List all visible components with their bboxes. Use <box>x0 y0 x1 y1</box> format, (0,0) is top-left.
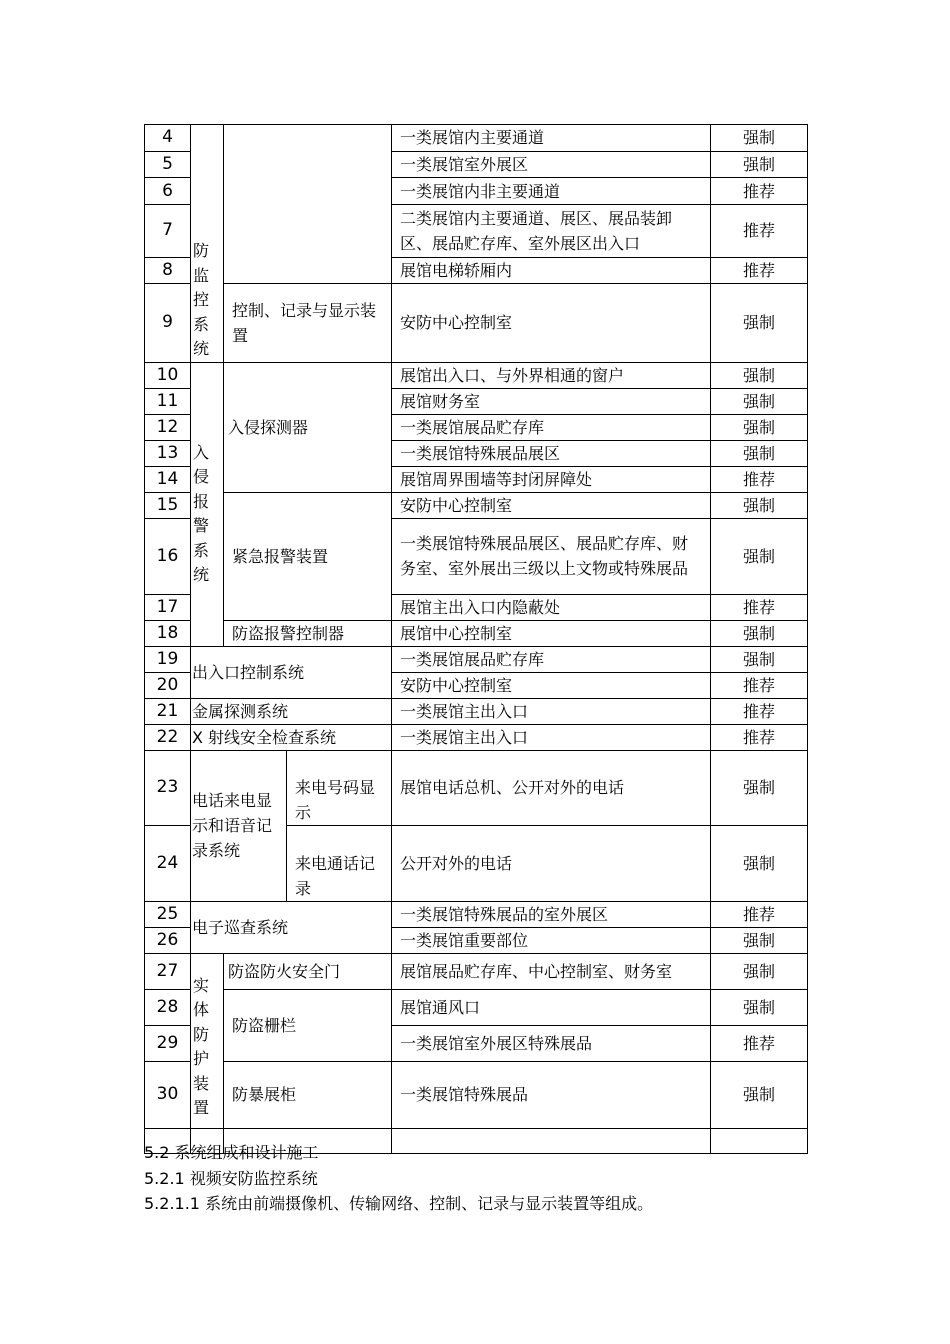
location-cell: 一类展馆内非主要通道 <box>392 178 711 205</box>
level-cell: 强制 <box>711 750 808 825</box>
row-number: 8 <box>145 257 191 284</box>
level-cell: 强制 <box>711 953 808 989</box>
location-cell: 展馆财务室 <box>392 388 711 414</box>
location-cell: 一类展馆室外展区 <box>392 151 711 178</box>
row-number: 30 <box>145 1061 191 1128</box>
location-cell: 一类展馆特殊展品展区、展品贮存库、财务室、室外展出三级以上文物或特殊展品 <box>392 518 711 594</box>
location-cell: 展馆主出入口内隐蔽处 <box>392 594 711 620</box>
row-number: 15 <box>145 492 191 518</box>
level-cell: 强制 <box>711 414 808 440</box>
location-cell: 一类展馆重要部位 <box>392 927 711 953</box>
table-row <box>145 646 808 672</box>
section-paragraph-5-2-1-1: 5.2.1.1 系统由前端摄像机、传输网络、控制、记录与显示装置等组成。 <box>144 1194 654 1213</box>
group-char: 报 <box>193 491 210 511</box>
level-cell: 强制 <box>711 989 808 1025</box>
level-cell: 强制 <box>711 362 808 388</box>
row-number: 21 <box>145 698 191 724</box>
location-cell: 一类展馆展品贮存库 <box>392 646 711 672</box>
table-row <box>145 750 808 825</box>
location-cell: 一类展馆主出入口 <box>392 698 711 724</box>
empty-cell <box>392 1128 711 1153</box>
section-heading-5-2: 5.2 系统组成和设计施工 <box>144 1143 319 1162</box>
level-cell: 推荐 <box>711 901 808 927</box>
level-cell: 推荐 <box>711 205 808 257</box>
location-cell: 展馆中心控制室 <box>392 620 711 646</box>
row-number: 9 <box>145 284 191 362</box>
xray-inspection-system: X 射线安全检查系统 <box>191 724 392 750</box>
row-number: 7 <box>145 205 191 257</box>
group-char: 置 <box>193 1098 210 1117</box>
location-cell: 展馆电梯轿厢内 <box>392 257 711 284</box>
location-cell: 公开对外的电话 <box>392 825 711 901</box>
row-number: 18 <box>145 620 191 646</box>
group-char: 实 <box>193 975 210 995</box>
intrusion-detector: 入侵探测器 <box>224 362 392 492</box>
group-char: 统 <box>193 565 210 584</box>
riot-proof-display-cabinet: 防暴展柜 <box>224 1061 392 1128</box>
location-cell: 二类展馆内主要通道、展区、展品装卸区、展品贮存库、室外展区出入口 <box>392 205 711 257</box>
access-control-system: 出入口控制系统 <box>191 646 392 698</box>
row-number: 10 <box>145 362 191 388</box>
group-char: 系 <box>193 314 210 334</box>
row-number: 11 <box>145 388 191 414</box>
table-row <box>145 362 808 388</box>
location-cell: 展馆周界围墙等封闭屏障处 <box>392 466 711 492</box>
row-number: 4 <box>145 125 191 152</box>
level-cell: 强制 <box>711 646 808 672</box>
row-number: 13 <box>145 440 191 466</box>
row-number: 25 <box>145 901 191 927</box>
table-row <box>145 901 808 927</box>
row-number: 20 <box>145 672 191 698</box>
group-char: 系 <box>193 540 210 560</box>
group-char: 入 <box>193 442 210 462</box>
row-number: 16 <box>145 518 191 594</box>
level-cell: 强制 <box>711 927 808 953</box>
level-cell: 推荐 <box>711 672 808 698</box>
row-number: 19 <box>145 646 191 672</box>
level-cell: 强制 <box>711 151 808 178</box>
level-cell: 强制 <box>711 388 808 414</box>
group-char: 警 <box>193 516 210 535</box>
row-number: 17 <box>145 594 191 620</box>
row-number: 5 <box>145 151 191 178</box>
table-row <box>145 492 808 518</box>
location-cell: 一类展馆室外展区特殊展品 <box>392 1025 711 1061</box>
row-number: 27 <box>145 953 191 989</box>
location-cell: 展馆通风口 <box>392 989 711 1025</box>
table-row <box>145 620 808 646</box>
location-cell: 展馆出入口、与外界相通的窗户 <box>392 362 711 388</box>
security-requirements-table <box>144 124 808 1154</box>
section-heading-5-2-1: 5.2.1 视频安防监控系统 <box>144 1169 318 1188</box>
row-number: 22 <box>145 724 191 750</box>
row-number: 24 <box>145 825 191 901</box>
row-number: 23 <box>145 750 191 825</box>
location-cell: 一类展馆特殊展品的室外展区 <box>392 901 711 927</box>
level-cell: 强制 <box>711 284 808 362</box>
level-cell: 强制 <box>711 1061 808 1128</box>
location-cell: 安防中心控制室 <box>392 284 711 362</box>
level-cell: 强制 <box>711 620 808 646</box>
group-char: 控 <box>193 290 210 309</box>
level-cell: 推荐 <box>711 698 808 724</box>
level-cell: 推荐 <box>711 257 808 284</box>
location-cell: 展馆电话总机、公开对外的电话 <box>392 750 711 825</box>
caller-id-display: 来电号码显示 <box>287 750 392 825</box>
location-cell: 一类展馆内主要通道 <box>392 125 711 152</box>
group-char: 防 <box>193 241 210 260</box>
table-row <box>145 1061 808 1128</box>
phone-record-system: 电话来电显示和语音记录系统 <box>191 750 287 901</box>
group-char: 侵 <box>193 467 210 486</box>
group-char: 防 <box>193 1024 210 1044</box>
subsystem-blank <box>224 125 392 284</box>
location-cell: 一类展馆特殊展品 <box>392 1061 711 1128</box>
security-bars: 防盗栅栏 <box>224 989 392 1061</box>
group-intrusion-alarm <box>191 362 224 646</box>
group-char: 护 <box>193 1049 210 1068</box>
location-cell: 安防中心控制室 <box>392 492 711 518</box>
level-cell: 推荐 <box>711 724 808 750</box>
metal-detection-system: 金属探测系统 <box>191 698 392 724</box>
location-cell: 安防中心控制室 <box>392 672 711 698</box>
level-cell: 推荐 <box>711 594 808 620</box>
level-cell: 强制 <box>711 825 808 901</box>
level-cell: 强制 <box>711 518 808 594</box>
table-row <box>145 284 808 362</box>
row-number: 29 <box>145 1025 191 1061</box>
control-record-display-device: 控制、记录与显示装置 <box>224 284 392 362</box>
table-row <box>145 724 808 750</box>
table-row <box>145 989 808 1025</box>
table-row <box>145 125 808 152</box>
group-char: 统 <box>193 339 210 358</box>
group-char: 监 <box>193 265 210 285</box>
row-number: 14 <box>145 466 191 492</box>
row-number: 12 <box>145 414 191 440</box>
alarm-controller: 防盗报警控制器 <box>224 620 392 646</box>
fireproof-security-door: 防盗防火安全门 <box>224 953 392 989</box>
location-cell: 一类展馆特殊展品展区 <box>392 440 711 466</box>
location-cell: 一类展馆主出入口 <box>392 724 711 750</box>
row-number: 26 <box>145 927 191 953</box>
table-row <box>145 698 808 724</box>
group-char: 装 <box>193 1073 210 1093</box>
level-cell: 推荐 <box>711 1025 808 1061</box>
table-row <box>145 953 808 989</box>
level-cell: 强制 <box>711 125 808 152</box>
call-recording: 来电通话记录 <box>287 825 392 901</box>
emergency-alarm-device: 紧急报警装置 <box>224 492 392 620</box>
group-physical-protection <box>191 953 224 1128</box>
level-cell: 推荐 <box>711 178 808 205</box>
level-cell: 强制 <box>711 492 808 518</box>
empty-cell <box>711 1128 808 1153</box>
group-video-surveillance <box>191 125 224 363</box>
group-char: 体 <box>193 1000 210 1019</box>
row-number: 6 <box>145 178 191 205</box>
electronic-patrol-system: 电子巡查系统 <box>191 901 392 953</box>
level-cell: 推荐 <box>711 466 808 492</box>
row-number: 28 <box>145 989 191 1025</box>
location-cell: 一类展馆展品贮存库 <box>392 414 711 440</box>
location-cell: 展馆展品贮存库、中心控制室、财务室 <box>392 953 711 989</box>
level-cell: 强制 <box>711 440 808 466</box>
